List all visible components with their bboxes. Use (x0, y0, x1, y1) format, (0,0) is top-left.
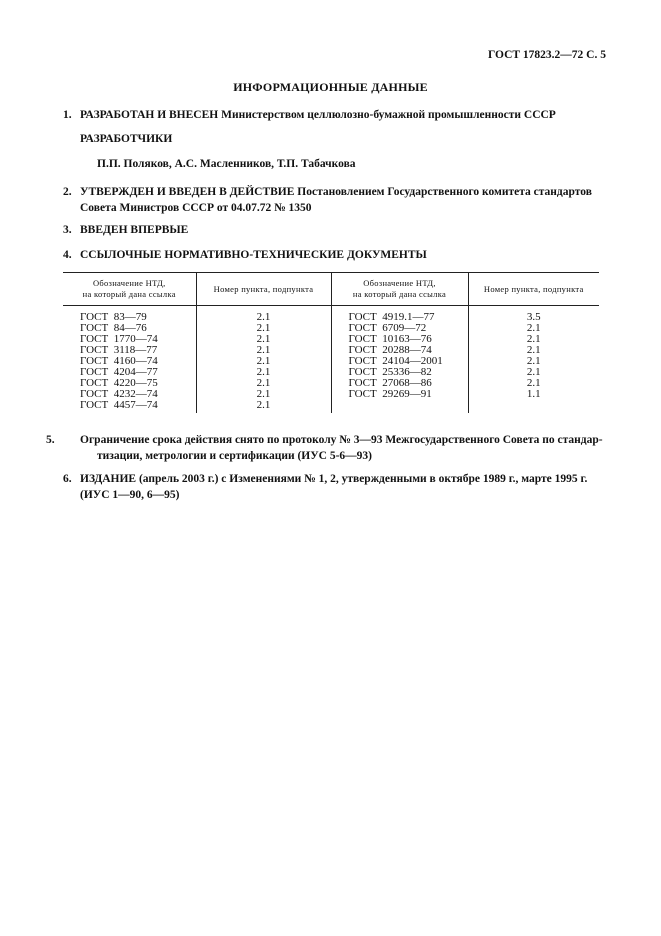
ref-doc-left: ГОСТ 4457—74 (63, 400, 196, 413)
ref-item-left: 2.1 (196, 323, 331, 334)
ref-item-left: 2.1 (196, 356, 331, 367)
header-item-right: Номер пункта, подпункта (468, 273, 599, 306)
ref-item-right: 2.1 (526, 333, 541, 345)
ref-doc-left: ГОСТ 4160—74 (63, 356, 196, 367)
ref-doc-left: ГОСТ 4204—77 (63, 367, 196, 378)
item-2-line2: Совета Министров СССР от 04.07.72 № 1350 (80, 202, 312, 214)
ref-doc-left: ГОСТ 1770—74 (63, 334, 196, 345)
ref-doc-right: ГОСТ 6709—72 (331, 323, 468, 334)
item-6 (63, 471, 608, 503)
ref-item-left: 2.1 (196, 389, 331, 400)
item-4 (63, 247, 608, 263)
developers-label: РАЗРАБОТЧИКИ (80, 133, 173, 145)
ref-doc-right: ГОСТ 20288—74 (331, 345, 468, 356)
ref-item-left: 2.1 (196, 306, 331, 324)
ref-doc-right: ГОСТ 10163—76 (331, 334, 468, 345)
ref-item-right: 2.1 (526, 344, 541, 356)
item-3-text: ВВЕДЕН ВПЕРВЫЕ (80, 224, 189, 236)
table-header-row (63, 273, 599, 306)
ref-doc-right (331, 400, 468, 413)
item-1-number: 1. (63, 109, 72, 121)
ref-item-left: 2.1 (196, 345, 331, 356)
ref-doc-right: ГОСТ 4919.1—77 (331, 306, 468, 324)
ref-item-right: 3.5 (526, 311, 541, 323)
ref-item-left: 2.1 (196, 400, 331, 413)
item-2-number: 2. (63, 186, 72, 198)
ref-doc-left: ГОСТ 84—76 (63, 323, 196, 334)
ref-item-left: 2.1 (196, 334, 331, 345)
developers-names: П.П. Поляков, А.С. Масленников, Т.П. Табачкова (97, 158, 356, 170)
section-title: ИНФОРМАЦИОННЫЕ ДАННЫЕ (233, 80, 428, 94)
ref-doc-right: ГОСТ 27068—86 (331, 378, 468, 389)
item-5-number: 5. (46, 434, 55, 446)
references-table (63, 272, 599, 413)
item-6-line1: ИЗДАНИЕ (апрель 2003 г.) с Изменениями № 1, 2, утвержденными в октябре 1989 г., марте 1995 г. (80, 473, 588, 485)
ref-item-right: 2.1 (526, 377, 541, 389)
item-4-number: 4. (63, 249, 72, 261)
header-item-left: Номер пункта, подпункта (196, 273, 331, 306)
table-row (63, 400, 599, 413)
item-5 (46, 432, 625, 464)
ref-item-right: 1.1 (526, 388, 541, 400)
ref-item-right: 2.1 (526, 355, 541, 367)
item-3-number: 3. (63, 224, 72, 236)
header-doc-right: Обозначение НТД, на который дана ссылка (331, 273, 468, 306)
item-2-line1: УТВЕРЖДЕН И ВВЕДЕН В ДЕЙСТВИЕ Постановлением Государственного комитета стандартов (80, 186, 592, 198)
ref-doc-left: ГОСТ 4220—75 (63, 378, 196, 389)
ref-item-right: 2.1 (526, 366, 541, 378)
ref-item-left: 2.1 (196, 378, 331, 389)
header-doc-left: Обозначение НТД, на который дана ссылка (63, 273, 196, 306)
ref-item-left: 2.1 (196, 367, 331, 378)
item-5-line2: тизации, метрологии и сертификации (ИУС 5-6—93) (97, 450, 373, 462)
item-1 (63, 107, 608, 123)
ref-doc-right: ГОСТ 25336—82 (331, 367, 468, 378)
ref-item-right: 2.1 (526, 322, 541, 334)
ref-doc-left: ГОСТ 83—79 (63, 306, 196, 324)
item-2 (63, 184, 608, 216)
ref-item-right (468, 400, 599, 413)
item-6-line2: (ИУС 1—90, 6—95) (80, 489, 180, 501)
item-5-line1: Ограничение срока действия снято по протоколу № 3—93 Межгосударственного Совета по стандар- (80, 434, 603, 446)
ref-doc-left: ГОСТ 3118—77 (63, 345, 196, 356)
ref-doc-left: ГОСТ 4232—74 (63, 389, 196, 400)
page-header: ГОСТ 17823.2—72 С. 5 (487, 49, 606, 61)
item-3 (63, 222, 608, 238)
item-6-number: 6. (63, 473, 72, 485)
table-row (63, 306, 599, 324)
item-4-text: ССЫЛОЧНЫЕ НОРМАТИВНО-ТЕХНИЧЕСКИЕ ДОКУМЕНТЫ (80, 249, 427, 261)
ref-doc-right: ГОСТ 29269—91 (331, 389, 468, 400)
ref-doc-right: ГОСТ 24104—2001 (331, 356, 468, 367)
item-1-text: РАЗРАБОТАН И ВНЕСЕН Министерством целлюлозно-бумажной промышленности СССР (80, 109, 556, 121)
